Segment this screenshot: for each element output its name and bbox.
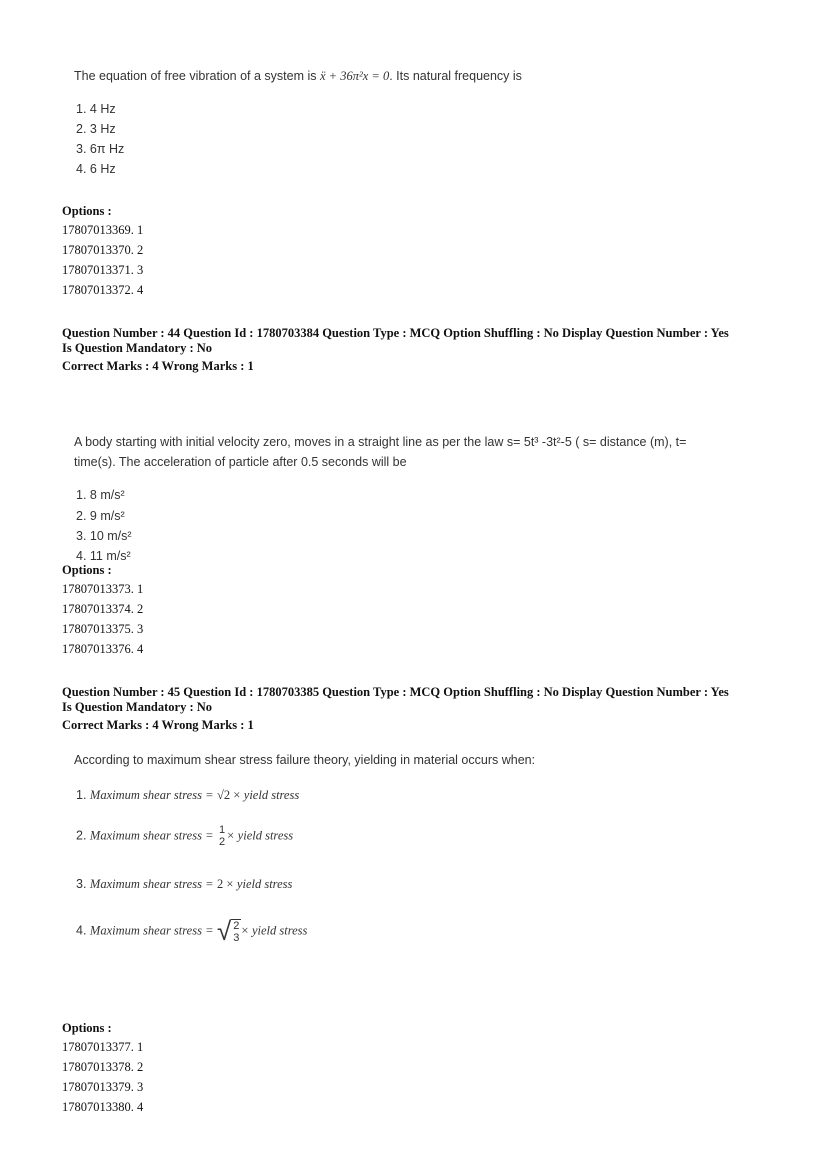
choice-2 (76, 824, 293, 848)
choice-number: 1. (76, 788, 87, 802)
question-44-text-line1: A body starting with initial velocity zero, moves in a straight line as per the law s= 5t³ -3t²-5 ( s= distance (m), t= (74, 435, 687, 449)
question-44-header: Question Number : 44 Question Id : 1780703384 Question Type : MCQ Option Shuffling : No Display Question Number : Yes (62, 326, 729, 340)
denominator: 2 (219, 836, 226, 848)
choice-2: 2. 3 Hz (76, 122, 116, 136)
choice-3 (76, 877, 292, 892)
equation: ẍ + 36π²x = 0 (319, 69, 390, 83)
radical-sign-icon: √ (217, 916, 232, 946)
question-marks: Correct Marks : 4 Wrong Marks : 1 (62, 359, 254, 373)
question-marks: Correct Marks : 4 Wrong Marks : 1 (62, 718, 254, 732)
formula-factor: 2 × (217, 877, 234, 891)
choice-1: 1. 8 m/s² (76, 488, 125, 502)
option-id: 17807013373. 1 (62, 582, 144, 596)
question-text-end: . Its natural frequency is (389, 69, 522, 83)
formula-rhs: yield stress (237, 828, 294, 843)
option-id: 17807013370. 2 (62, 243, 144, 257)
options-label: Options : (62, 204, 112, 218)
choice-number: 4. (76, 923, 87, 938)
question-mandatory: Is Question Mandatory : No (62, 700, 213, 714)
formula-rhs: yield stress (236, 877, 293, 891)
choice-number: 3. (76, 877, 87, 891)
option-id: 17807013375. 3 (62, 622, 144, 636)
numerator: 2 (233, 919, 240, 932)
choice-4 (76, 918, 307, 944)
choice-3: 3. 6π Hz (76, 142, 125, 156)
choice-2: 2. 9 m/s² (76, 509, 125, 523)
formula-lhs: Maximum shear stress = (89, 828, 214, 843)
fraction (219, 824, 225, 848)
formula-lhs: Maximum shear stress = (89, 923, 214, 938)
question-mandatory: Is Question Mandatory : No (62, 341, 213, 355)
question-45-text: According to maximum shear stress failure theory, yielding in material occurs when: (74, 753, 536, 767)
choice-4: 4. 6 Hz (76, 162, 116, 176)
choice-1: 1. 4 Hz (76, 102, 116, 116)
option-id: 17807013380. 4 (62, 1100, 144, 1114)
formula-lhs: Maximum shear stress = (89, 788, 214, 802)
options-label: Options : (62, 563, 112, 577)
option-id: 17807013378. 2 (62, 1060, 144, 1074)
square-root (217, 918, 241, 944)
numerator: 1 (219, 824, 226, 836)
question-45-header: Question Number : 45 Question Id : 1780703385 Question Type : MCQ Option Shuffling : No Display Question Number : Yes (62, 685, 729, 699)
formula-lhs: Maximum shear stress = (89, 877, 214, 891)
option-id: 17807013371. 3 (62, 263, 144, 277)
choice-3: 3. 10 m/s² (76, 529, 132, 543)
question-text: The equation of free vibration of a system is (74, 69, 317, 83)
choice-1 (76, 788, 299, 803)
choice-4: 4. 11 m/s² (76, 549, 131, 563)
option-id: 17807013372. 4 (62, 283, 144, 297)
choice-number: 2. (76, 828, 87, 843)
options-label: Options : (62, 1021, 112, 1035)
option-id: 17807013369. 1 (62, 223, 144, 237)
option-id: 17807013379. 3 (62, 1080, 144, 1094)
formula-rhs: yield stress (243, 788, 300, 802)
fraction (233, 920, 239, 944)
question-43-text (74, 69, 522, 84)
option-id: 17807013374. 2 (62, 602, 144, 616)
times-sign: × (241, 923, 249, 938)
option-id: 17807013376. 4 (62, 642, 144, 656)
formula-factor: √2 × (217, 788, 241, 802)
question-44-text-line2: time(s). The acceleration of particle after 0.5 seconds will be (74, 455, 407, 469)
formula-rhs: yield stress (251, 923, 308, 938)
denominator: 3 (233, 931, 240, 944)
times-sign: × (227, 828, 235, 843)
option-id: 17807013377. 1 (62, 1040, 144, 1054)
